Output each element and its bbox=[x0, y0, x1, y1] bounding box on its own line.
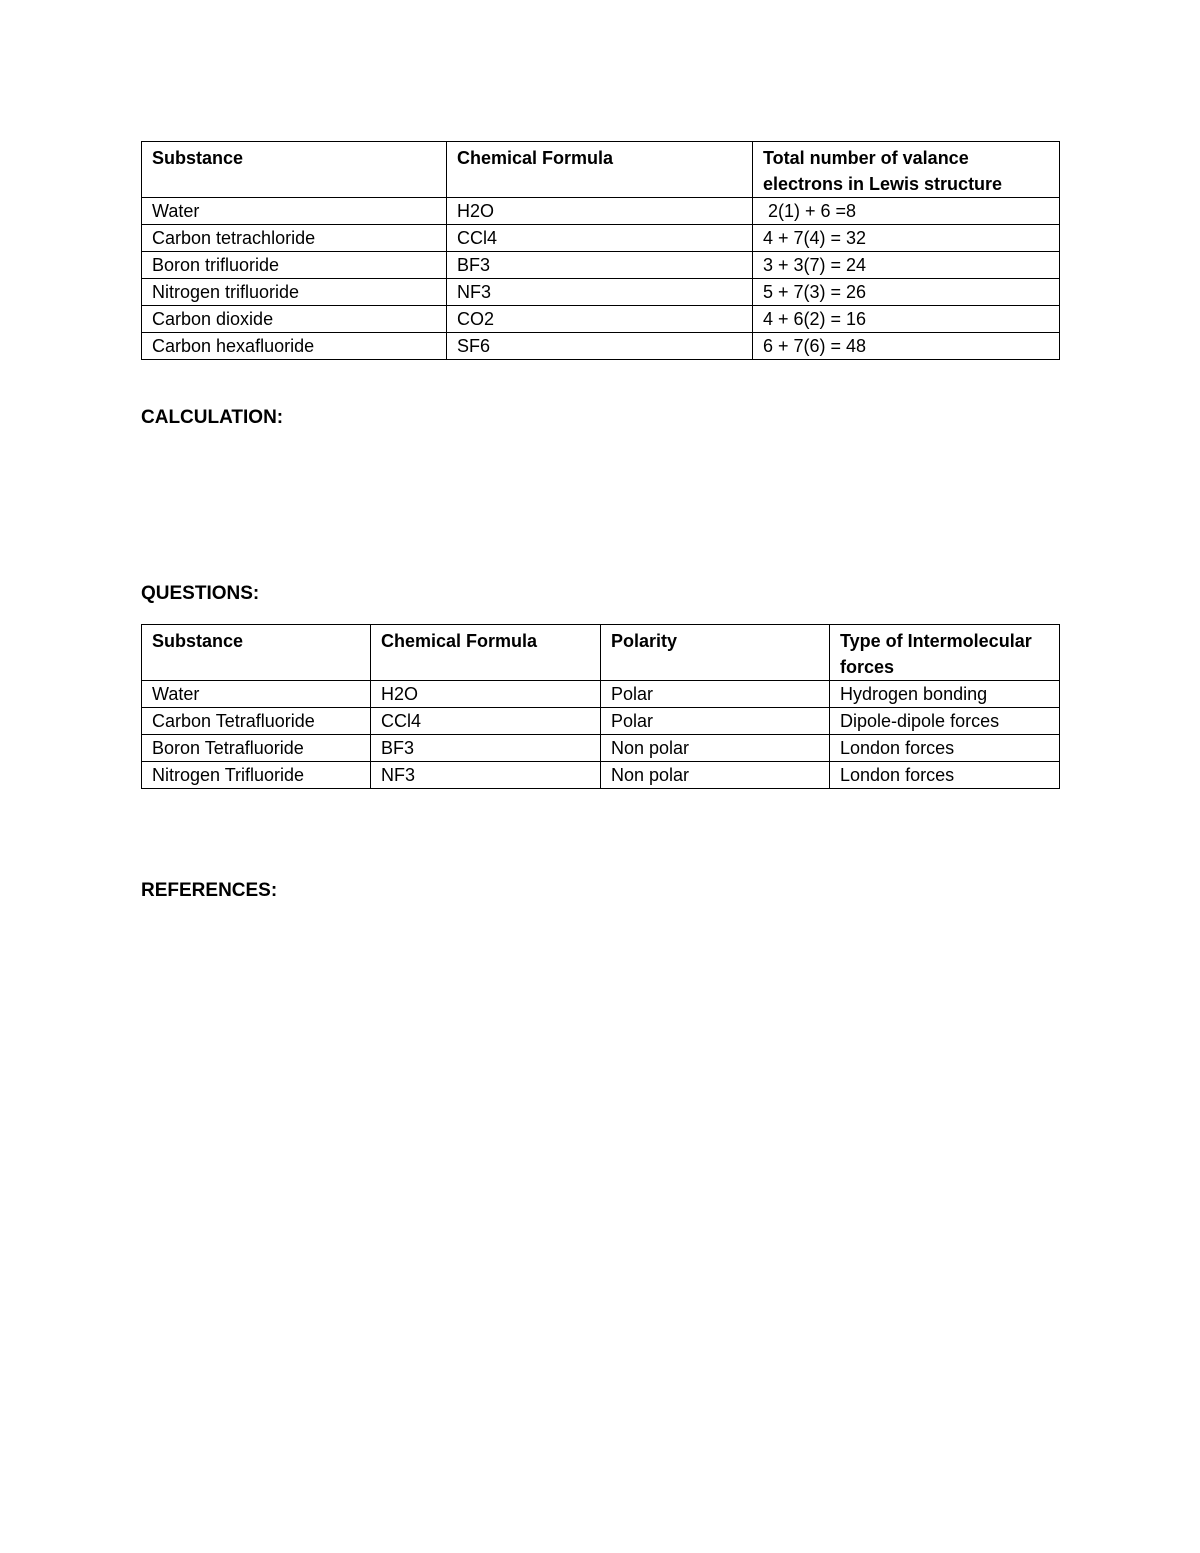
cell-substance: Carbon dioxide bbox=[142, 306, 447, 333]
cell-valence: 5 + 7(3) = 26 bbox=[753, 279, 1060, 306]
header-total-valence-electrons: Total number of valance electrons in Lewis structure bbox=[753, 142, 1060, 198]
cell-substance: Nitrogen trifluoride bbox=[142, 279, 447, 306]
table-header-row bbox=[142, 625, 1060, 681]
table-row bbox=[142, 198, 1060, 225]
cell-polarity: Polar bbox=[601, 708, 830, 735]
cell-forces: London forces bbox=[830, 762, 1060, 789]
table-row bbox=[142, 762, 1060, 789]
cell-formula: BF3 bbox=[447, 252, 753, 279]
table-row bbox=[142, 708, 1060, 735]
cell-substance: Carbon hexafluoride bbox=[142, 333, 447, 360]
questions-heading: QUESTIONS: bbox=[141, 583, 260, 604]
header-substance: Substance bbox=[142, 625, 371, 681]
cell-formula: CO2 bbox=[447, 306, 753, 333]
header-intermolecular-forces: Type of Intermolecular forces bbox=[830, 625, 1060, 681]
cell-forces: Hydrogen bonding bbox=[830, 681, 1060, 708]
cell-polarity: Non polar bbox=[601, 735, 830, 762]
cell-formula: H2O bbox=[371, 681, 601, 708]
cell-formula: CCl4 bbox=[447, 225, 753, 252]
cell-substance: Water bbox=[142, 198, 447, 225]
table-row bbox=[142, 735, 1060, 762]
references-heading: REFERENCES: bbox=[141, 880, 278, 901]
cell-polarity: Polar bbox=[601, 681, 830, 708]
cell-formula: BF3 bbox=[371, 735, 601, 762]
table-row bbox=[142, 333, 1060, 360]
cell-substance: Carbon Tetrafluoride bbox=[142, 708, 371, 735]
cell-formula: H2O bbox=[447, 198, 753, 225]
cell-valence: 4 + 6(2) = 16 bbox=[753, 306, 1060, 333]
table-row bbox=[142, 279, 1060, 306]
cell-formula: CCl4 bbox=[371, 708, 601, 735]
header-chemical-formula: Chemical Formula bbox=[447, 142, 753, 198]
valence-electrons-table bbox=[141, 141, 1060, 360]
header-chemical-formula: Chemical Formula bbox=[371, 625, 601, 681]
polarity-forces-table bbox=[141, 624, 1060, 789]
cell-polarity: Non polar bbox=[601, 762, 830, 789]
header-polarity: Polarity bbox=[601, 625, 830, 681]
table-row bbox=[142, 252, 1060, 279]
cell-valence: 6 + 7(6) = 48 bbox=[753, 333, 1060, 360]
table-row bbox=[142, 681, 1060, 708]
cell-formula: SF6 bbox=[447, 333, 753, 360]
cell-forces: London forces bbox=[830, 735, 1060, 762]
header-substance: Substance bbox=[142, 142, 447, 198]
cell-substance: Carbon tetrachloride bbox=[142, 225, 447, 252]
cell-formula: NF3 bbox=[371, 762, 601, 789]
cell-valence: 4 + 7(4) = 32 bbox=[753, 225, 1060, 252]
calculation-heading: CALCULATION: bbox=[141, 407, 284, 428]
cell-substance: Water bbox=[142, 681, 371, 708]
cell-valence: 3 + 3(7) = 24 bbox=[753, 252, 1060, 279]
table-header-row bbox=[142, 142, 1060, 198]
cell-forces: Dipole-dipole forces bbox=[830, 708, 1060, 735]
cell-valence: 2(1) + 6 =8 bbox=[753, 198, 1060, 225]
cell-formula: NF3 bbox=[447, 279, 753, 306]
table-row bbox=[142, 306, 1060, 333]
cell-substance: Boron Tetrafluoride bbox=[142, 735, 371, 762]
cell-substance: Nitrogen Trifluoride bbox=[142, 762, 371, 789]
table-row bbox=[142, 225, 1060, 252]
cell-substance: Boron trifluoride bbox=[142, 252, 447, 279]
